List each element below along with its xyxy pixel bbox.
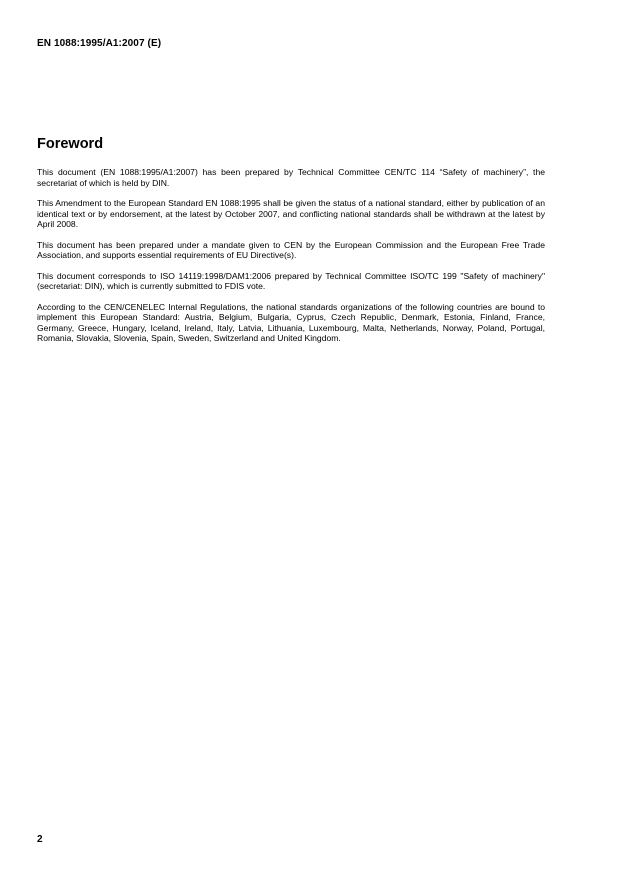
paragraph-iso-correspondence: This document corresponds to ISO 14119:1998/DAM1:2006 prepared by Technical Committee ISO/TC 199 "Safety of machinery" (secretariat: DIN), which is currently submitted to FDIS vote.	[37, 270, 545, 291]
foreword-title: Foreword	[37, 136, 104, 152]
paragraph-national-implementation: According to the CEN/CENELEC Internal Regulations, the national standards organizations of the following countries are bound to implement this European Standard: Austria, Belgium, Bulgaria, Cyprus, Czech Republic, Denmark, Estonia, Finland, France, Germany, Greece, Hungary, Iceland, Ireland, Italy, Latvia, Lithuania, Luxembourg, Malta, Netherlands, Norway, Poland, Portugal, Romania, Slovakia, Slovenia, Spain, Sweden, Switzerland and United Kingdom.	[37, 301, 545, 343]
paragraph-mandate: This document has been prepared under a mandate given to CEN by the European Commission and the European Free Trade Association, and supports essential requirements of EU Directive(s).	[37, 239, 545, 260]
page-number: 2	[37, 834, 43, 845]
document-header: EN 1088:1995/A1:2007 (E)	[37, 38, 162, 49]
paragraph-prepared-by: This document (EN 1088:1995/A1:2007) has been prepared by Technical Committee CEN/TC 114 “Safety of machinery”, the secretariat of which is held by DIN.	[37, 167, 545, 188]
paragraph-amendment-status: This Amendment to the European Standard EN 1088:1995 shall be given the status of a national standard, either by publication of an identical text or by endorsement, at the latest by October 2007, and conflicting national standards shall be withdrawn at the latest by April 2008.	[37, 198, 545, 229]
foreword-body	[37, 167, 545, 354]
